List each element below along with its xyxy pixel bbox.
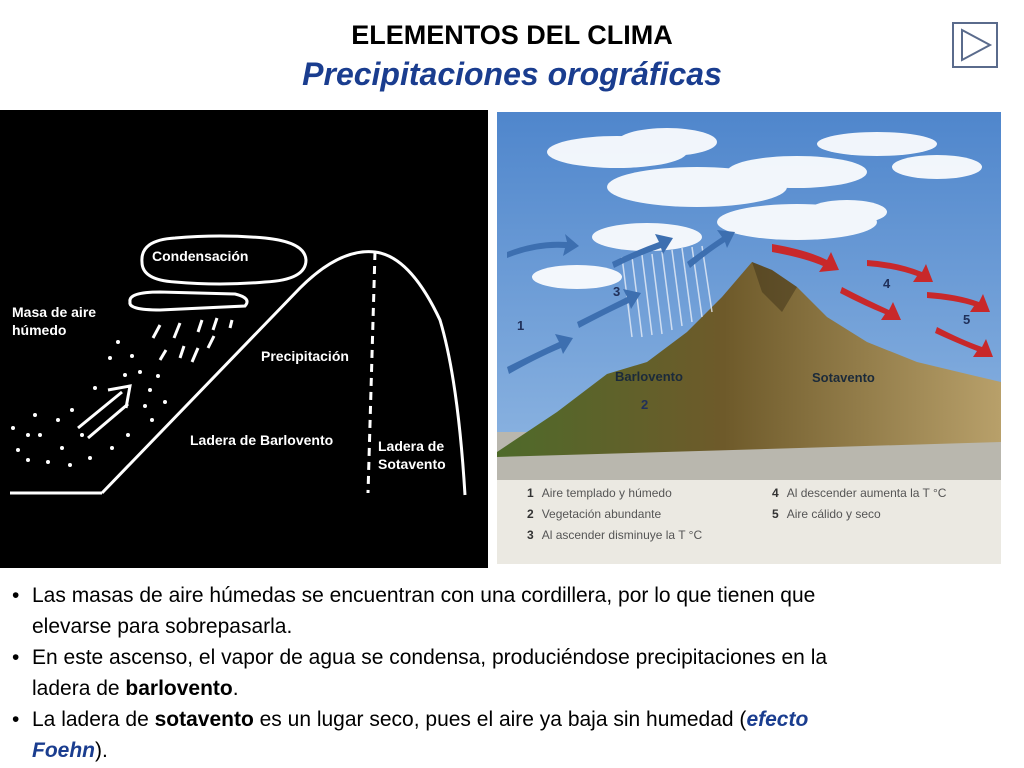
airflow-arrow [78, 386, 130, 438]
orographic-illustration [497, 112, 1001, 564]
next-slide-button[interactable] [952, 22, 998, 68]
bullet-1: • Las masas de aire húmedas se encuentran con una cordillera, por lo que tienen que elevarse para sobrepasarla. [10, 580, 1010, 642]
label-masa-aire-1: Masa de aire [12, 304, 97, 320]
rain-streaks [153, 318, 232, 362]
explanation-bullets [10, 580, 1010, 766]
legend-item-3: 3 Al ascender disminuye la T °C [527, 528, 703, 542]
label-sotavento: Sotavento [812, 370, 875, 385]
number-5: 5 [963, 312, 971, 327]
number-4: 4 [883, 276, 891, 291]
number-3: 3 [613, 284, 621, 299]
play-next-icon [954, 24, 996, 66]
label-precipitacion: Precipitación [261, 348, 349, 364]
label-barlovento: Barlovento [615, 369, 683, 384]
bullet-3: • La ladera de sotavento es un lugar seco, pues el aire ya baja sin humedad (efecto Foehn). [10, 704, 1010, 766]
orographic-schematic [0, 110, 488, 568]
slide-title: ELEMENTOS DEL CLIMA [351, 20, 673, 50]
number-2: 2 [641, 397, 649, 412]
illustration-legend [497, 480, 1001, 564]
legend-item-2: 2 Vegetación abundante [527, 507, 662, 521]
label-condensacion: Condensación [152, 248, 249, 264]
label-masa-aire-2: húmedo [12, 322, 67, 338]
legend-item-5: 5 Aire cálido y seco [772, 507, 881, 521]
illustration-drawing [497, 112, 1001, 480]
number-1: 1 [517, 318, 525, 333]
label-ladera-sotavento-1: Ladera de [378, 438, 445, 454]
small-cloud [130, 292, 247, 310]
term-sotavento: sotavento [154, 708, 254, 731]
legend-item-4: 4 Al descender aumenta la T °C [772, 486, 947, 500]
schematic-drawing [0, 110, 488, 568]
slide-subtitle: Precipitaciones orográficas [302, 56, 722, 92]
legend-item-1: 1 Aire templado y húmedo [527, 486, 672, 500]
term-foehn: Foehn [32, 739, 95, 762]
term-efecto: efecto [746, 708, 809, 731]
label-ladera-sotavento-2: Sotavento [378, 456, 446, 472]
term-barlovento: barlovento [125, 677, 233, 700]
bullet-2: • En este ascenso, el vapor de agua se condensa, produciéndose precipitaciones en la ladera de barlovento. [10, 642, 1010, 704]
label-ladera-barlovento: Ladera de Barlovento [190, 432, 334, 448]
divide-line [368, 252, 375, 493]
